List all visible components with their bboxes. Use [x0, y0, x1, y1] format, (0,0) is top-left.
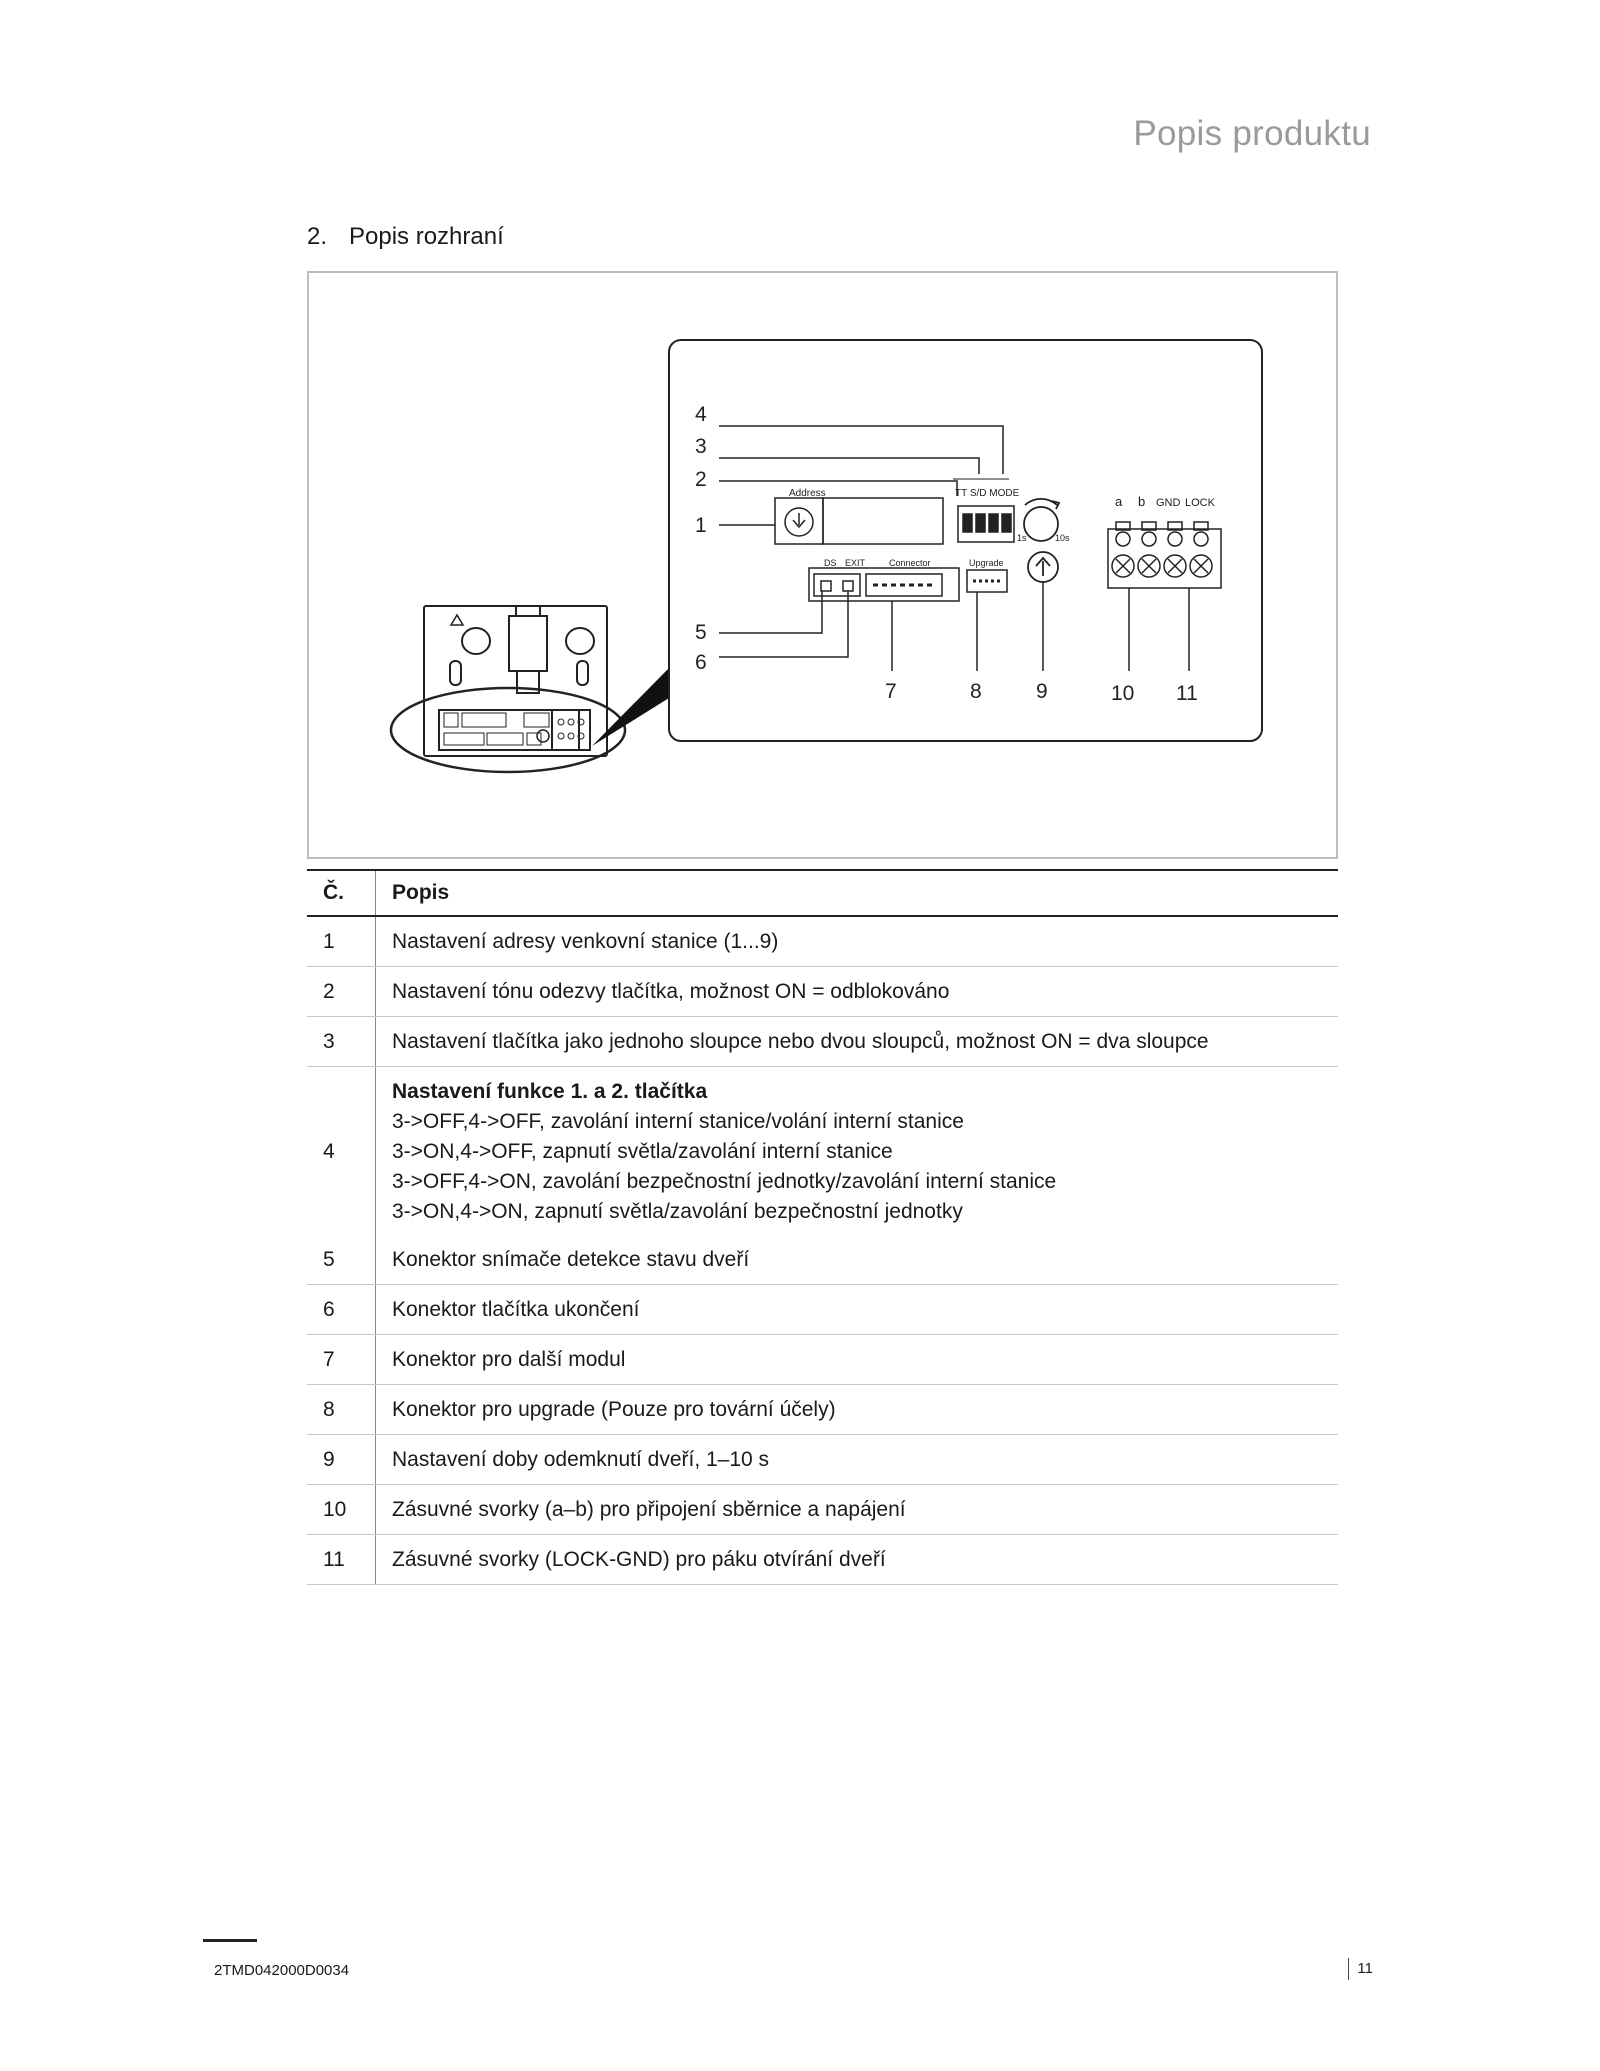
row-number: 4 — [307, 1067, 376, 1236]
terminal-lock-label: LOCK — [1185, 497, 1215, 509]
tt-sd-mode-label: TT S/D MODE — [955, 488, 1020, 499]
terminal-gnd-label: GND — [1156, 497, 1181, 509]
row-description-line: 3->ON,4->OFF, zapnutí světla/zavolání interní stanice — [392, 1140, 893, 1163]
table-row — [307, 1535, 1338, 1585]
row-number: 6 — [307, 1285, 376, 1335]
address-block — [775, 498, 943, 544]
row-description: Konektor tlačítka ukončení — [376, 1285, 1339, 1335]
row-description-line: 3->ON,4->ON, zapnutí světla/zavolání bezpečnostní jednotky — [392, 1200, 963, 1223]
callout-6: 6 — [695, 651, 707, 674]
callout-8: 8 — [970, 680, 982, 703]
description-table — [307, 869, 1338, 1585]
leader-lines — [719, 426, 1189, 671]
header-number: Č. — [307, 870, 376, 916]
callout-2: 2 — [695, 468, 707, 491]
row-description: Nastavení tlačítka jako jednoho sloupce nebo dvou sloupců, možnost ON = dva sloupce — [376, 1017, 1339, 1067]
callout-4: 4 — [695, 403, 707, 426]
section-heading — [307, 223, 504, 251]
table-row — [307, 916, 1338, 967]
row-number: 10 — [307, 1485, 376, 1535]
row-description: Nastavení adresy venkovní stanice (1...9) — [376, 916, 1339, 967]
callout-1: 1 — [695, 514, 707, 537]
row-number: 8 — [307, 1385, 376, 1435]
row-number: 3 — [307, 1017, 376, 1067]
row-number: 9 — [307, 1435, 376, 1485]
page-number: 11 — [1348, 1958, 1373, 1980]
header-description: Popis — [376, 870, 1339, 916]
row-description: Konektor snímače detekce stavu dveří — [376, 1235, 1339, 1285]
callout-9: 9 — [1036, 680, 1048, 703]
interface-diagram — [309, 273, 1340, 861]
row-description-title: Nastavení funkce 1. a 2. tlačítka — [392, 1080, 708, 1103]
connector-label: Connector — [889, 558, 931, 568]
terminal-block — [1108, 522, 1221, 588]
table-row — [307, 1485, 1338, 1535]
row-description: Nastavení tónu odezvy tlačítka, možnost ON = odblokováno — [376, 967, 1339, 1017]
callout-7: 7 — [885, 680, 897, 703]
callout-3: 3 — [695, 435, 707, 458]
table-row — [307, 967, 1338, 1017]
time-min-label: 1s — [1017, 533, 1027, 543]
row-number: 1 — [307, 916, 376, 967]
exit-label: EXIT — [845, 558, 866, 568]
terminal-a-label: a — [1115, 494, 1123, 509]
address-label: Address — [789, 488, 826, 499]
dip-switch — [958, 506, 1014, 542]
device-overview — [391, 606, 625, 772]
callout-10: 10 — [1111, 682, 1135, 705]
table-row — [307, 1067, 1338, 1236]
table-row — [307, 1435, 1338, 1485]
row-number: 7 — [307, 1335, 376, 1385]
interface-figure — [307, 271, 1338, 859]
row-description: Zásuvné svorky (a–b) pro připojení sběrnice a napájení — [376, 1485, 1339, 1535]
table-header-row — [307, 870, 1338, 916]
row-number: 5 — [307, 1235, 376, 1285]
row-description: Konektor pro upgrade (Pouze pro tovární účely) — [376, 1385, 1339, 1435]
row-description — [376, 1067, 1339, 1236]
section-number: 2. — [307, 223, 328, 250]
section-title: Popis rozhraní — [349, 223, 504, 250]
row-description: Zásuvné svorky (LOCK-GND) pro páku otvírání dveří — [376, 1535, 1339, 1585]
terminal-b-label: b — [1138, 494, 1146, 509]
potentiometer — [1024, 499, 1059, 582]
footer-rule — [203, 1939, 257, 1942]
row-number: 11 — [307, 1535, 376, 1585]
upgrade-label: Upgrade — [969, 558, 1004, 568]
ds-label: DS — [824, 558, 837, 568]
zoom-frame — [669, 340, 1262, 741]
row-number: 2 — [307, 967, 376, 1017]
row-description: Nastavení doby odemknutí dveří, 1–10 s — [376, 1435, 1339, 1485]
row-description-line: 3->OFF,4->OFF, zavolání interní stanice/volání interní stanice — [392, 1110, 964, 1133]
row-description-line: 3->OFF,4->ON, zavolání bezpečnostní jednotky/zavolání interní stanice — [392, 1170, 1057, 1193]
table-row — [307, 1385, 1338, 1435]
document-code: 2TMD042000D0034 — [214, 1962, 350, 1979]
row-description: Konektor pro další modul — [376, 1335, 1339, 1385]
table-row — [307, 1235, 1338, 1285]
callout-11: 11 — [1176, 682, 1198, 705]
time-max-label: 10s — [1055, 533, 1070, 543]
table-row — [307, 1017, 1338, 1067]
table-row — [307, 1285, 1338, 1335]
table-row — [307, 1335, 1338, 1385]
page-header-title: Popis produktu — [1133, 114, 1371, 153]
callout-5: 5 — [695, 621, 707, 644]
